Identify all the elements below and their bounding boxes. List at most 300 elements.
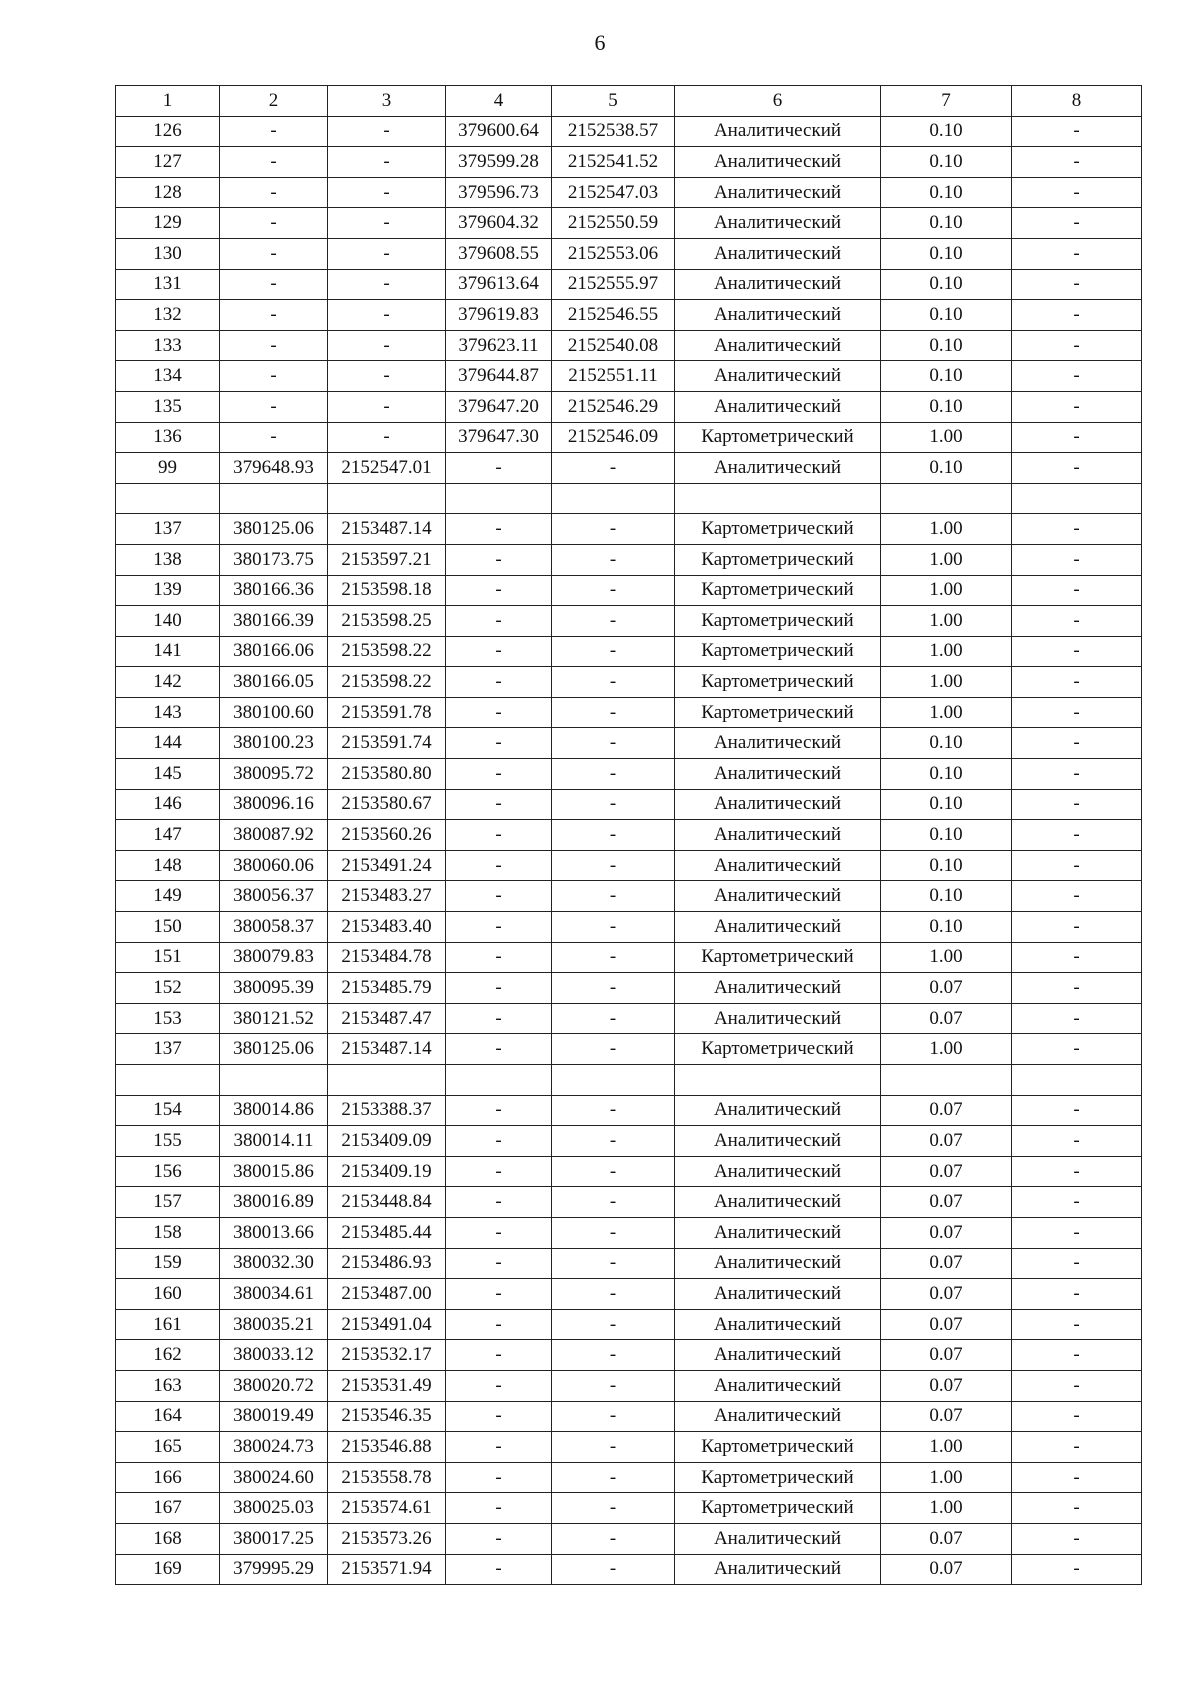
table-cell-col-8: - [1012, 544, 1142, 575]
table-row [116, 1003, 1142, 1034]
table-cell-col-5: - [552, 1003, 675, 1034]
table-cell-col-7: 0.07 [881, 1095, 1012, 1126]
table-cell-col-2: 380035.21 [220, 1309, 328, 1340]
table-cell-col-3: 2153485.44 [328, 1217, 446, 1248]
table-cell-col-8: - [1012, 759, 1142, 790]
table-cell-col-7: 1.00 [881, 1432, 1012, 1463]
table-cell-col-8 [1012, 483, 1142, 514]
table-cell-col-2: 380100.60 [220, 697, 328, 728]
table-cell-col-6: Картометрический [675, 1493, 881, 1524]
table-cell-col-5: - [552, 881, 675, 912]
table-cell-col-4: - [446, 1217, 552, 1248]
table-row [116, 1034, 1142, 1065]
table-cell-col-4: - [446, 606, 552, 637]
table-cell-col-5: - [552, 1217, 675, 1248]
table-cell-col-6: Аналитический [675, 1523, 881, 1554]
table-cell-col-2: 380013.66 [220, 1217, 328, 1248]
table-cell-col-2: 380019.49 [220, 1401, 328, 1432]
table-cell-col-3: 2153558.78 [328, 1462, 446, 1493]
table-cell-col-7 [881, 483, 1012, 514]
table-cell-col-5: 2152546.55 [552, 300, 675, 331]
table-cell-col-4: 379599.28 [446, 147, 552, 178]
table-cell-col-4: - [446, 453, 552, 484]
table-cell-col-8: - [1012, 789, 1142, 820]
table-cell-col-6: Аналитический [675, 820, 881, 851]
table-cell-col-1: 168 [116, 1523, 220, 1554]
table-row [116, 1340, 1142, 1371]
table-cell-col-6: Картометрический [675, 667, 881, 698]
table-row [116, 697, 1142, 728]
table-cell-col-1: 127 [116, 147, 220, 178]
table-cell-col-3: 2153598.22 [328, 636, 446, 667]
table-cell-col-7: 0.10 [881, 881, 1012, 912]
table-cell-col-7: 0.10 [881, 361, 1012, 392]
page-number: 6 [594, 30, 606, 55]
table-cell-col-5: 2152547.03 [552, 177, 675, 208]
table-cell-col-8: - [1012, 1187, 1142, 1218]
table-cell-col-6: Картометрический [675, 636, 881, 667]
table-cell-col-5: - [552, 1126, 675, 1157]
table-cell-col-2: 380020.72 [220, 1370, 328, 1401]
column-header-8: 8 [1012, 86, 1142, 117]
table-cell-col-7: 0.07 [881, 1248, 1012, 1279]
table-cell-col-3: - [328, 238, 446, 269]
table-cell-col-7: 0.07 [881, 1187, 1012, 1218]
table-cell-col-8: - [1012, 1432, 1142, 1463]
column-header-5: 5 [552, 86, 675, 117]
table-cell-col-4: - [446, 697, 552, 728]
table-cell-col-7: 0.10 [881, 147, 1012, 178]
table-cell-col-6: Аналитический [675, 330, 881, 361]
table-cell-col-4: 379623.11 [446, 330, 552, 361]
table-cell-col-4: 379619.83 [446, 300, 552, 331]
table-cell-col-2: 380121.52 [220, 1003, 328, 1034]
table-cell-col-8 [1012, 1065, 1142, 1096]
table-cell-col-6: Картометрический [675, 422, 881, 453]
table-cell-col-3: 2153560.26 [328, 820, 446, 851]
table-cell-col-6: Аналитический [675, 300, 881, 331]
table-cell-col-1: 139 [116, 575, 220, 606]
table-row [116, 636, 1142, 667]
table-cell-col-3: 2153448.84 [328, 1187, 446, 1218]
table-cell-col-1: 167 [116, 1493, 220, 1524]
table-cell-col-5: - [552, 1248, 675, 1279]
table-cell-col-4: 379647.30 [446, 422, 552, 453]
table-cell-col-8: - [1012, 912, 1142, 943]
table-cell-col-8: - [1012, 269, 1142, 300]
column-header-7: 7 [881, 86, 1012, 117]
table-cell-col-6: Аналитический [675, 850, 881, 881]
table-row [116, 238, 1142, 269]
table-cell-col-2: 380166.36 [220, 575, 328, 606]
table-cell-col-2: 380166.05 [220, 667, 328, 698]
table-cell-col-4: 379647.20 [446, 391, 552, 422]
table-cell-col-7: 0.07 [881, 1523, 1012, 1554]
table-cell-col-6: Аналитический [675, 1126, 881, 1157]
table-cell-col-6: Аналитический [675, 238, 881, 269]
table-row [116, 1248, 1142, 1279]
table-cell-col-1: 133 [116, 330, 220, 361]
table-cell-col-6: Аналитический [675, 1279, 881, 1310]
table-cell-col-3: 2153483.40 [328, 912, 446, 943]
table-cell-col-5 [552, 483, 675, 514]
table-cell-col-1 [116, 483, 220, 514]
table-cell-col-1: 153 [116, 1003, 220, 1034]
table-cell-col-2: - [220, 238, 328, 269]
table-cell-col-1: 160 [116, 1279, 220, 1310]
table-cell-col-8: - [1012, 1493, 1142, 1524]
table-cell-col-1: 142 [116, 667, 220, 698]
table-row [116, 1156, 1142, 1187]
table-cell-col-7: 0.07 [881, 1003, 1012, 1034]
table-cell-col-3: 2153574.61 [328, 1493, 446, 1524]
table-cell-col-7: 1.00 [881, 575, 1012, 606]
table-cell-col-7: 0.10 [881, 238, 1012, 269]
table-row [116, 1462, 1142, 1493]
table-cell-col-6 [675, 1065, 881, 1096]
table-cell-col-3 [328, 1065, 446, 1096]
table-cell-col-8: - [1012, 636, 1142, 667]
table-cell-col-8: - [1012, 1095, 1142, 1126]
table-row [116, 1187, 1142, 1218]
table-cell-col-7: 0.07 [881, 973, 1012, 1004]
table-cell-col-7: 1.00 [881, 514, 1012, 545]
table-cell-col-5: 2152538.57 [552, 116, 675, 147]
table-cell-col-5: - [552, 544, 675, 575]
table-cell-col-7: 1.00 [881, 636, 1012, 667]
table-cell-col-4: - [446, 1370, 552, 1401]
table-cell-col-1: 129 [116, 208, 220, 239]
table-cell-col-1: 131 [116, 269, 220, 300]
table-cell-col-7: 1.00 [881, 697, 1012, 728]
table-cell-col-5: - [552, 973, 675, 1004]
table-cell-col-2: 380095.39 [220, 973, 328, 1004]
table-row [116, 208, 1142, 239]
table-cell-col-3: 2153580.67 [328, 789, 446, 820]
table-row [116, 850, 1142, 881]
table-cell-col-7: 0.10 [881, 177, 1012, 208]
table-cell-col-4: - [446, 850, 552, 881]
table-cell-col-8: - [1012, 606, 1142, 637]
table-row [116, 575, 1142, 606]
table-cell-col-4: - [446, 759, 552, 790]
table-cell-col-7: 0.10 [881, 330, 1012, 361]
table-cell-col-4: 379644.87 [446, 361, 552, 392]
table-cell-col-2: 379995.29 [220, 1554, 328, 1585]
table-cell-col-1: 156 [116, 1156, 220, 1187]
table-cell-col-6: Аналитический [675, 912, 881, 943]
table-cell-col-8: - [1012, 1126, 1142, 1157]
table-cell-col-8: - [1012, 1217, 1142, 1248]
table-cell-col-2: 380056.37 [220, 881, 328, 912]
table-cell-col-8: - [1012, 667, 1142, 698]
table-cell-col-2: 380024.60 [220, 1462, 328, 1493]
table-cell-col-5: - [552, 789, 675, 820]
table-cell-col-1: 134 [116, 361, 220, 392]
table-cell-col-1: 137 [116, 514, 220, 545]
table-cell-col-2: 380100.23 [220, 728, 328, 759]
table-row [116, 1493, 1142, 1524]
table-row [116, 789, 1142, 820]
table-body [116, 116, 1142, 1585]
table-cell-col-7: 1.00 [881, 1034, 1012, 1065]
table-cell-col-3: - [328, 269, 446, 300]
table-cell-col-3: 2153546.88 [328, 1432, 446, 1463]
table-cell-col-7: 0.10 [881, 208, 1012, 239]
table-cell-col-7: 1.00 [881, 606, 1012, 637]
table-cell-col-3: - [328, 422, 446, 453]
table-cell-col-3: 2152547.01 [328, 453, 446, 484]
table-cell-col-2: - [220, 116, 328, 147]
table-cell-col-2: 380014.11 [220, 1126, 328, 1157]
table-cell-col-5: 2152546.09 [552, 422, 675, 453]
table-row [116, 1432, 1142, 1463]
table-cell-col-1: 144 [116, 728, 220, 759]
table-cell-col-3 [328, 483, 446, 514]
table-cell-col-8: - [1012, 177, 1142, 208]
table-cell-col-6: Картометрический [675, 1432, 881, 1463]
table-cell-col-2: 380015.86 [220, 1156, 328, 1187]
table-cell-col-1: 137 [116, 1034, 220, 1065]
table-cell-col-5: - [552, 1095, 675, 1126]
table-cell-col-6: Аналитический [675, 453, 881, 484]
table-cell-col-5: 2152550.59 [552, 208, 675, 239]
table-cell-col-5: 2152546.29 [552, 391, 675, 422]
table-cell-col-8: - [1012, 881, 1142, 912]
table-cell-col-6: Картометрический [675, 544, 881, 575]
table-row [116, 912, 1142, 943]
table-cell-col-5: 2152541.52 [552, 147, 675, 178]
table-cell-col-8: - [1012, 1370, 1142, 1401]
table-cell-col-5: - [552, 1432, 675, 1463]
table-cell-col-6: Аналитический [675, 147, 881, 178]
table-cell-col-2: 380034.61 [220, 1279, 328, 1310]
table-cell-col-1: 140 [116, 606, 220, 637]
table-row [116, 147, 1142, 178]
table-cell-col-7: 0.07 [881, 1370, 1012, 1401]
table-cell-col-6: Аналитический [675, 973, 881, 1004]
table-cell-col-3: 2153580.80 [328, 759, 446, 790]
column-header-4: 4 [446, 86, 552, 117]
table-cell-col-5: - [552, 1554, 675, 1585]
table-cell-col-2: 380087.92 [220, 820, 328, 851]
table-cell-col-6: Аналитический [675, 391, 881, 422]
table-cell-col-1: 155 [116, 1126, 220, 1157]
table-row [116, 942, 1142, 973]
table-cell-col-3: 2153486.93 [328, 1248, 446, 1279]
table-cell-col-5: - [552, 667, 675, 698]
table-cell-col-4: - [446, 820, 552, 851]
table-cell-col-8: - [1012, 973, 1142, 1004]
table-cell-col-1: 132 [116, 300, 220, 331]
table-cell-col-8: - [1012, 1523, 1142, 1554]
table-cell-col-5: - [552, 697, 675, 728]
table-cell-col-5: - [552, 912, 675, 943]
table-row [116, 973, 1142, 1004]
table-cell-col-5: - [552, 1309, 675, 1340]
table-cell-col-5: - [552, 820, 675, 851]
table-cell-col-8: - [1012, 1248, 1142, 1279]
table-cell-col-7: 0.10 [881, 269, 1012, 300]
table-cell-col-3: - [328, 116, 446, 147]
table-cell-col-3: - [328, 391, 446, 422]
table-cell-col-2: 380096.16 [220, 789, 328, 820]
table-cell-col-2 [220, 1065, 328, 1096]
table-row [116, 881, 1142, 912]
table-cell-col-3: - [328, 300, 446, 331]
table-cell-col-1: 99 [116, 453, 220, 484]
table-cell-col-8: - [1012, 1003, 1142, 1034]
table-row [116, 1309, 1142, 1340]
table-cell-col-2: 380017.25 [220, 1523, 328, 1554]
separator-row [116, 483, 1142, 514]
table-cell-col-8: - [1012, 300, 1142, 331]
table-cell-col-7: 1.00 [881, 422, 1012, 453]
table-cell-col-7 [881, 1065, 1012, 1096]
table-cell-col-8: - [1012, 850, 1142, 881]
table-cell-col-1: 158 [116, 1217, 220, 1248]
table-cell-col-5: 2152553.06 [552, 238, 675, 269]
table-cell-col-5: - [552, 636, 675, 667]
table-row [116, 759, 1142, 790]
table-cell-col-2: 380033.12 [220, 1340, 328, 1371]
table-cell-col-7: 0.07 [881, 1126, 1012, 1157]
table-cell-col-8: - [1012, 330, 1142, 361]
table-cell-col-4: 379596.73 [446, 177, 552, 208]
table-cell-col-6: Аналитический [675, 728, 881, 759]
table-cell-col-5: - [552, 1279, 675, 1310]
table-cell-col-1: 163 [116, 1370, 220, 1401]
table-cell-col-6: Картометрический [675, 606, 881, 637]
table-row [116, 361, 1142, 392]
table-cell-col-5: - [552, 1340, 675, 1371]
table-cell-col-2: - [220, 422, 328, 453]
table-cell-col-6: Аналитический [675, 789, 881, 820]
table-cell-col-7: 1.00 [881, 942, 1012, 973]
table-cell-col-4: - [446, 1156, 552, 1187]
table-cell-col-6: Аналитический [675, 1003, 881, 1034]
table-cell-col-6: Картометрический [675, 1462, 881, 1493]
table-cell-col-5: - [552, 453, 675, 484]
table-cell-col-4: 379608.55 [446, 238, 552, 269]
table-row [116, 514, 1142, 545]
table-cell-col-8: - [1012, 514, 1142, 545]
table-row [116, 1523, 1142, 1554]
column-header-6: 6 [675, 86, 881, 117]
table-cell-col-8: - [1012, 391, 1142, 422]
table-cell-col-8: - [1012, 697, 1142, 728]
table-cell-col-6: Аналитический [675, 116, 881, 147]
table-cell-col-5: - [552, 1523, 675, 1554]
table-cell-col-1: 136 [116, 422, 220, 453]
table-cell-col-1: 154 [116, 1095, 220, 1126]
table-cell-col-4: - [446, 667, 552, 698]
table-cell-col-4: - [446, 1034, 552, 1065]
table-cell-col-6: Аналитический [675, 1554, 881, 1585]
table-cell-col-7: 0.10 [881, 391, 1012, 422]
table-cell-col-1: 130 [116, 238, 220, 269]
table-cell-col-2 [220, 483, 328, 514]
table-cell-col-8: - [1012, 1462, 1142, 1493]
table-cell-col-4: 379600.64 [446, 116, 552, 147]
table-row [116, 667, 1142, 698]
table-cell-col-2: - [220, 208, 328, 239]
table-cell-col-7: 0.10 [881, 912, 1012, 943]
table-cell-col-4: - [446, 544, 552, 575]
table-cell-col-8: - [1012, 1309, 1142, 1340]
table-cell-col-4: - [446, 1003, 552, 1034]
table-cell-col-7: 0.10 [881, 820, 1012, 851]
table-cell-col-8: - [1012, 238, 1142, 269]
table-cell-col-4 [446, 483, 552, 514]
table-cell-col-3: 2153597.21 [328, 544, 446, 575]
table-cell-col-5: 2152555.97 [552, 269, 675, 300]
table-header [116, 86, 1142, 117]
table-cell-col-1: 157 [116, 1187, 220, 1218]
table-cell-col-8: - [1012, 1401, 1142, 1432]
table-cell-col-5: - [552, 850, 675, 881]
table-row [116, 422, 1142, 453]
table-cell-col-3: - [328, 208, 446, 239]
table-cell-col-2: - [220, 361, 328, 392]
table-row [116, 391, 1142, 422]
table-cell-col-5 [552, 1065, 675, 1096]
table-cell-col-1: 135 [116, 391, 220, 422]
table-cell-col-6: Аналитический [675, 269, 881, 300]
table-cell-col-3: - [328, 147, 446, 178]
table-cell-col-7: 1.00 [881, 544, 1012, 575]
table-cell-col-7: 1.00 [881, 1493, 1012, 1524]
table-cell-col-6: Аналитический [675, 361, 881, 392]
table-cell-col-3: 2153487.14 [328, 514, 446, 545]
table-cell-col-2: 380079.83 [220, 942, 328, 973]
table-cell-col-8: - [1012, 422, 1142, 453]
header-row [116, 86, 1142, 117]
table-cell-col-7: 0.07 [881, 1340, 1012, 1371]
table-cell-col-4: - [446, 973, 552, 1004]
table-cell-col-3: 2153573.26 [328, 1523, 446, 1554]
table-row [116, 1554, 1142, 1585]
table-row [116, 606, 1142, 637]
table-cell-col-5: - [552, 1156, 675, 1187]
table-cell-col-3: 2153598.18 [328, 575, 446, 606]
table-row [116, 820, 1142, 851]
table-cell-col-2: 380024.73 [220, 1432, 328, 1463]
table-cell-col-6: Картометрический [675, 514, 881, 545]
table-cell-col-6 [675, 483, 881, 514]
separator-row [116, 1065, 1142, 1096]
table-cell-col-1: 152 [116, 973, 220, 1004]
table-cell-col-8: - [1012, 942, 1142, 973]
table-cell-col-3: - [328, 330, 446, 361]
table-cell-col-6: Аналитический [675, 177, 881, 208]
table-cell-col-2: - [220, 269, 328, 300]
table-cell-col-3: 2153571.94 [328, 1554, 446, 1585]
table-cell-col-7: 1.00 [881, 1462, 1012, 1493]
coordinates-table [115, 85, 1142, 1585]
table-cell-col-3: 2153487.14 [328, 1034, 446, 1065]
table-cell-col-1: 138 [116, 544, 220, 575]
table-cell-col-5: - [552, 1370, 675, 1401]
table-row [116, 1217, 1142, 1248]
table-cell-col-4 [446, 1065, 552, 1096]
table-cell-col-4: - [446, 881, 552, 912]
table-cell-col-3: 2153388.37 [328, 1095, 446, 1126]
table-cell-col-4: 379613.64 [446, 269, 552, 300]
table-cell-col-6: Аналитический [675, 759, 881, 790]
table-row [116, 1279, 1142, 1310]
table-row [116, 728, 1142, 759]
